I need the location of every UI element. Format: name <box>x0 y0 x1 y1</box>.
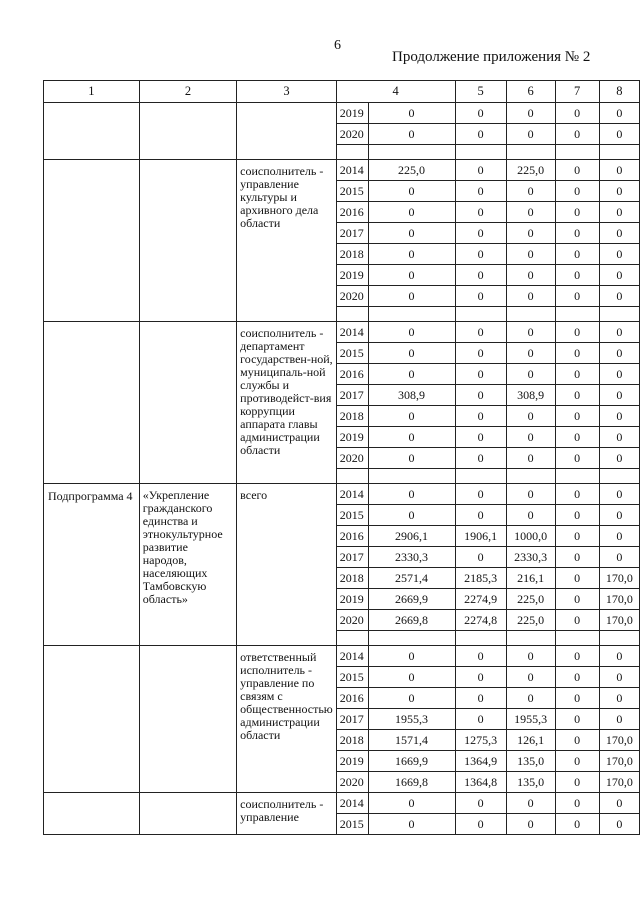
year-cell: 2020 <box>336 124 368 145</box>
value-cell: 0 <box>555 751 599 772</box>
value-cell: 170,0 <box>599 610 639 631</box>
value-cell: 0 <box>599 160 639 181</box>
value-cell <box>455 145 506 160</box>
value-cell: 0 <box>555 505 599 526</box>
value-cell: 0 <box>555 385 599 406</box>
value-cell: 0 <box>506 322 555 343</box>
year-cell: 2016 <box>336 202 368 223</box>
value-cell: 0 <box>506 202 555 223</box>
value-cell: 0 <box>506 406 555 427</box>
year-cell: 2020 <box>336 610 368 631</box>
value-cell: 0 <box>368 793 455 814</box>
value-cell <box>555 145 599 160</box>
value-cell: 0 <box>599 406 639 427</box>
value-cell <box>555 469 599 484</box>
value-cell: 0 <box>455 124 506 145</box>
table-row <box>44 484 640 505</box>
column-header: 8 <box>599 81 639 103</box>
program-cell <box>44 160 140 322</box>
name-cell <box>139 646 236 793</box>
value-cell: 0 <box>455 103 506 124</box>
value-cell: 0 <box>455 244 506 265</box>
value-cell: 1906,1 <box>455 526 506 547</box>
executor-cell: соисполнитель - управление культуры и архивного дела области <box>237 160 337 322</box>
value-cell: 0 <box>599 124 639 145</box>
value-cell: 0 <box>455 505 506 526</box>
value-cell: 0 <box>506 814 555 835</box>
value-cell: 0 <box>368 688 455 709</box>
value-cell: 0 <box>455 667 506 688</box>
value-cell: 0 <box>599 364 639 385</box>
value-cell: 2330,3 <box>368 547 455 568</box>
column-header: 6 <box>506 81 555 103</box>
year-cell: 2015 <box>336 814 368 835</box>
column-header: 3 <box>237 81 337 103</box>
value-cell: 0 <box>368 448 455 469</box>
value-cell: 0 <box>368 223 455 244</box>
budget-table <box>43 80 640 835</box>
value-cell: 0 <box>555 364 599 385</box>
value-cell: 0 <box>555 709 599 730</box>
value-cell: 0 <box>368 244 455 265</box>
page-number: 6 <box>334 38 341 53</box>
value-cell <box>599 469 639 484</box>
value-cell <box>455 469 506 484</box>
year-cell: 2020 <box>336 286 368 307</box>
value-cell <box>455 307 506 322</box>
value-cell <box>368 307 455 322</box>
year-cell: 2015 <box>336 505 368 526</box>
year-cell <box>336 631 368 646</box>
value-cell: 2185,3 <box>455 568 506 589</box>
value-cell: 0 <box>506 265 555 286</box>
value-cell: 0 <box>506 223 555 244</box>
value-cell: 0 <box>506 505 555 526</box>
value-cell: 0 <box>599 646 639 667</box>
value-cell: 1275,3 <box>455 730 506 751</box>
value-cell: 0 <box>368 202 455 223</box>
value-cell: 1955,3 <box>368 709 455 730</box>
value-cell: 0 <box>555 181 599 202</box>
value-cell: 0 <box>599 793 639 814</box>
value-cell: 170,0 <box>599 568 639 589</box>
value-cell <box>555 307 599 322</box>
value-cell: 0 <box>506 688 555 709</box>
value-cell: 0 <box>368 286 455 307</box>
value-cell: 0 <box>455 160 506 181</box>
year-cell: 2020 <box>336 448 368 469</box>
value-cell: 170,0 <box>599 589 639 610</box>
executor-cell: соисполнитель - департамент государствен-ной, муниципаль-ной службы и противодейст-вия коррупции аппарата главы администрации области <box>237 322 337 484</box>
value-cell: 0 <box>455 385 506 406</box>
value-cell: 0 <box>599 505 639 526</box>
year-cell: 2018 <box>336 568 368 589</box>
year-cell: 2016 <box>336 526 368 547</box>
value-cell <box>555 631 599 646</box>
program-cell <box>44 793 140 835</box>
value-cell: 170,0 <box>599 730 639 751</box>
value-cell: 0 <box>455 406 506 427</box>
value-cell: 1364,9 <box>455 751 506 772</box>
value-cell: 225,0 <box>506 160 555 181</box>
value-cell: 0 <box>599 526 639 547</box>
value-cell: 2571,4 <box>368 568 455 589</box>
value-cell: 0 <box>368 646 455 667</box>
year-cell: 2019 <box>336 751 368 772</box>
value-cell: 0 <box>599 202 639 223</box>
value-cell: 0 <box>555 547 599 568</box>
value-cell: 0 <box>599 385 639 406</box>
value-cell: 0 <box>506 427 555 448</box>
value-cell: 0 <box>555 265 599 286</box>
value-cell: 1955,3 <box>506 709 555 730</box>
value-cell: 0 <box>455 547 506 568</box>
value-cell: 0 <box>455 364 506 385</box>
value-cell: 0 <box>455 286 506 307</box>
value-cell: 1000,0 <box>506 526 555 547</box>
value-cell: 0 <box>506 364 555 385</box>
value-cell: 0 <box>506 343 555 364</box>
value-cell: 0 <box>599 103 639 124</box>
table-row <box>44 646 640 667</box>
value-cell: 126,1 <box>506 730 555 751</box>
value-cell: 0 <box>455 427 506 448</box>
value-cell: 0 <box>555 610 599 631</box>
value-cell: 0 <box>368 103 455 124</box>
value-cell: 0 <box>555 646 599 667</box>
value-cell: 0 <box>455 709 506 730</box>
year-cell: 2017 <box>336 385 368 406</box>
value-cell: 0 <box>506 103 555 124</box>
value-cell: 0 <box>555 322 599 343</box>
value-cell: 0 <box>555 814 599 835</box>
value-cell: 0 <box>455 265 506 286</box>
value-cell: 0 <box>506 181 555 202</box>
year-cell: 2014 <box>336 322 368 343</box>
value-cell: 0 <box>555 526 599 547</box>
value-cell <box>368 631 455 646</box>
value-cell: 0 <box>555 160 599 181</box>
year-cell <box>336 307 368 322</box>
executor-cell <box>237 103 337 160</box>
name-cell <box>139 160 236 322</box>
value-cell: 0 <box>506 667 555 688</box>
value-cell: 0 <box>599 688 639 709</box>
value-cell: 2330,3 <box>506 547 555 568</box>
value-cell: 0 <box>368 484 455 505</box>
year-cell: 2018 <box>336 244 368 265</box>
value-cell <box>506 145 555 160</box>
executor-cell: всего <box>237 484 337 646</box>
year-cell: 2018 <box>336 406 368 427</box>
value-cell: 0 <box>455 343 506 364</box>
name-cell: «Укрепление гражданского единства и этнокультурное развитие народов, населяющих Тамбовскую область» <box>139 484 236 646</box>
value-cell: 0 <box>555 730 599 751</box>
program-cell <box>44 103 140 160</box>
program-cell <box>44 322 140 484</box>
year-cell: 2016 <box>336 688 368 709</box>
value-cell: 0 <box>599 547 639 568</box>
value-cell: 0 <box>455 688 506 709</box>
year-cell: 2018 <box>336 730 368 751</box>
table-row <box>44 793 640 814</box>
column-header: 1 <box>44 81 140 103</box>
value-cell: 1571,4 <box>368 730 455 751</box>
year-cell: 2017 <box>336 223 368 244</box>
value-cell: 2274,8 <box>455 610 506 631</box>
value-cell: 0 <box>555 793 599 814</box>
value-cell: 0 <box>368 322 455 343</box>
name-cell <box>139 322 236 484</box>
year-cell: 2019 <box>336 589 368 610</box>
year-cell: 2019 <box>336 427 368 448</box>
value-cell: 1669,9 <box>368 751 455 772</box>
value-cell: 0 <box>599 709 639 730</box>
table-row <box>44 322 640 343</box>
value-cell: 0 <box>368 427 455 448</box>
name-cell <box>139 793 236 835</box>
value-cell: 0 <box>368 505 455 526</box>
executor-cell: ответственный исполнитель - управление по связям с общественностью администрации области <box>237 646 337 793</box>
table-row <box>44 103 640 124</box>
value-cell: 2669,8 <box>368 610 455 631</box>
value-cell: 0 <box>506 244 555 265</box>
value-cell: 0 <box>555 688 599 709</box>
executor-cell: соисполнитель - управление <box>237 793 337 835</box>
value-cell: 308,9 <box>506 385 555 406</box>
value-cell: 0 <box>506 484 555 505</box>
value-cell: 0 <box>555 484 599 505</box>
year-cell: 2015 <box>336 181 368 202</box>
year-cell: 2014 <box>336 160 368 181</box>
column-header: 4 <box>336 81 455 103</box>
value-cell: 2669,9 <box>368 589 455 610</box>
table-row <box>44 160 640 181</box>
value-cell: 0 <box>368 124 455 145</box>
value-cell: 0 <box>368 667 455 688</box>
value-cell: 0 <box>555 343 599 364</box>
value-cell: 0 <box>455 181 506 202</box>
value-cell: 1669,8 <box>368 772 455 793</box>
value-cell: 0 <box>455 322 506 343</box>
value-cell: 225,0 <box>506 610 555 631</box>
value-cell: 0 <box>455 484 506 505</box>
value-cell: 0 <box>599 181 639 202</box>
value-cell: 0 <box>599 322 639 343</box>
value-cell <box>506 469 555 484</box>
value-cell: 0 <box>368 364 455 385</box>
value-cell: 0 <box>455 793 506 814</box>
table-header <box>44 81 640 103</box>
value-cell: 0 <box>555 589 599 610</box>
program-cell: Подпрограмма 4 <box>44 484 140 646</box>
value-cell: 0 <box>555 427 599 448</box>
value-cell: 0 <box>368 265 455 286</box>
value-cell: 0 <box>368 343 455 364</box>
value-cell: 0 <box>506 124 555 145</box>
value-cell <box>506 307 555 322</box>
value-cell: 0 <box>555 406 599 427</box>
value-cell: 0 <box>555 772 599 793</box>
value-cell: 170,0 <box>599 772 639 793</box>
value-cell: 0 <box>599 265 639 286</box>
year-cell: 2015 <box>336 667 368 688</box>
value-cell: 0 <box>599 484 639 505</box>
value-cell <box>455 631 506 646</box>
value-cell: 0 <box>455 448 506 469</box>
value-cell: 0 <box>368 814 455 835</box>
value-cell <box>599 631 639 646</box>
continuation-title: Продолжение приложения № 2 <box>392 49 591 65</box>
value-cell: 0 <box>455 223 506 244</box>
year-cell: 2015 <box>336 343 368 364</box>
value-cell: 0 <box>555 202 599 223</box>
value-cell <box>599 145 639 160</box>
value-cell: 0 <box>555 223 599 244</box>
value-cell: 0 <box>599 286 639 307</box>
program-cell <box>44 646 140 793</box>
value-cell: 0 <box>368 181 455 202</box>
year-cell <box>336 145 368 160</box>
value-cell: 0 <box>599 244 639 265</box>
value-cell: 0 <box>455 202 506 223</box>
value-cell: 0 <box>555 244 599 265</box>
value-cell: 308,9 <box>368 385 455 406</box>
value-cell: 0 <box>555 448 599 469</box>
value-cell: 0 <box>599 343 639 364</box>
value-cell: 0 <box>506 793 555 814</box>
year-cell <box>336 469 368 484</box>
value-cell: 135,0 <box>506 772 555 793</box>
year-cell: 2019 <box>336 265 368 286</box>
value-cell: 135,0 <box>506 751 555 772</box>
value-cell <box>506 631 555 646</box>
value-cell: 0 <box>599 667 639 688</box>
column-header: 7 <box>555 81 599 103</box>
name-cell <box>139 103 236 160</box>
value-cell <box>368 145 455 160</box>
year-cell: 2014 <box>336 793 368 814</box>
value-cell: 0 <box>455 814 506 835</box>
year-cell: 2017 <box>336 547 368 568</box>
value-cell: 0 <box>599 448 639 469</box>
value-cell: 0 <box>555 667 599 688</box>
value-cell: 225,0 <box>368 160 455 181</box>
year-cell: 2014 <box>336 484 368 505</box>
year-cell: 2014 <box>336 646 368 667</box>
value-cell: 0 <box>555 103 599 124</box>
value-cell: 0 <box>506 646 555 667</box>
value-cell: 1364,8 <box>455 772 506 793</box>
value-cell <box>368 469 455 484</box>
table-body <box>44 103 640 835</box>
year-cell: 2017 <box>336 709 368 730</box>
value-cell: 0 <box>555 286 599 307</box>
value-cell: 0 <box>455 646 506 667</box>
year-cell: 2019 <box>336 103 368 124</box>
value-cell: 170,0 <box>599 751 639 772</box>
value-cell: 0 <box>506 286 555 307</box>
value-cell: 2274,9 <box>455 589 506 610</box>
value-cell: 0 <box>368 406 455 427</box>
value-cell: 0 <box>555 568 599 589</box>
value-cell: 0 <box>506 448 555 469</box>
value-cell: 216,1 <box>506 568 555 589</box>
value-cell: 0 <box>599 814 639 835</box>
value-cell: 0 <box>555 124 599 145</box>
year-cell: 2016 <box>336 364 368 385</box>
year-cell: 2020 <box>336 772 368 793</box>
value-cell <box>599 307 639 322</box>
column-header: 5 <box>455 81 506 103</box>
value-cell: 225,0 <box>506 589 555 610</box>
value-cell: 2906,1 <box>368 526 455 547</box>
value-cell: 0 <box>599 223 639 244</box>
column-header: 2 <box>139 81 236 103</box>
value-cell: 0 <box>599 427 639 448</box>
